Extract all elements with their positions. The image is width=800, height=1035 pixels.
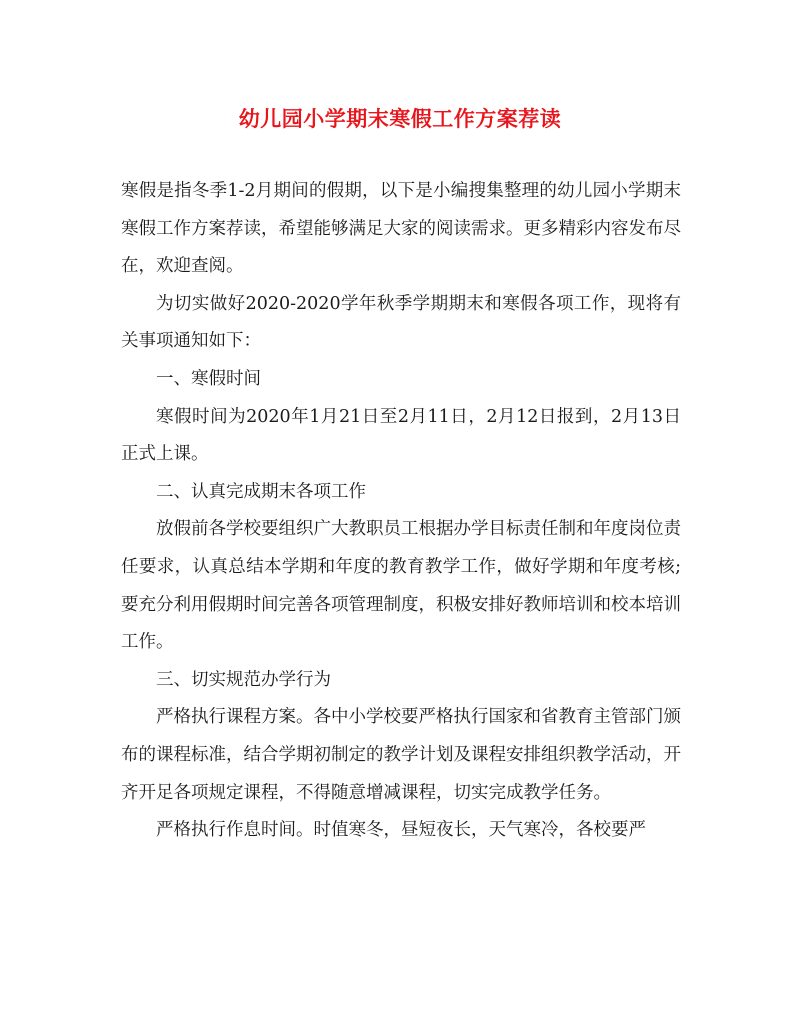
paragraph-break-dates: 寒假时间为2020年1月21日至2月11日，2月12日报到，2月13日正式上课。: [121, 406, 681, 465]
section-heading-end-of-term-work: 二、认真完成期末各项工作: [156, 481, 366, 502]
paragraph-end-of-term-work: 放假前各学校要组织广大教职员工根据办学目标责任制和年度岗位责任要求，认真总结本学期和年度的教育教学工作，做好学期和年度考核;要充分利用假期时间完善各项管理制度，积极安排好教师培训和校本培训工作。: [121, 519, 681, 653]
document-title: 幼儿园小学期末寒假工作方案荐读: [238, 106, 562, 131]
paragraph-intro: 寒假是指冬季1-2月期间的假期，以下是小编搜集整理的幼儿园小学期末寒假工作方案荐读，希望能够满足大家的阅读需求。更多精彩内容发布尽在，欢迎查阅。: [121, 181, 681, 277]
paragraph-schedule: 严格执行作息时间。时值寒冬，昼短夜长，天气寒冷，各校要严: [156, 820, 646, 841]
paragraph-curriculum: 严格执行课程方案。各中小学校要严格执行国家和省教育主管部门颁布的课程标准，结合学期初制定的教学计划及课程安排组织教学活动，开齐开足各项规定课程，不得随意增减课程，切实完成教学任务。: [121, 707, 681, 803]
section-heading-winter-break-time: 一、寒假时间: [156, 368, 261, 389]
section-heading-school-conduct: 三、切实规范办学行为: [156, 669, 331, 690]
document-body: [121, 173, 681, 850]
paragraph-notice: 为切实做好2020-2020学年秋季学期期末和寒假各项工作，现将有关事项通知如下：: [121, 293, 681, 352]
